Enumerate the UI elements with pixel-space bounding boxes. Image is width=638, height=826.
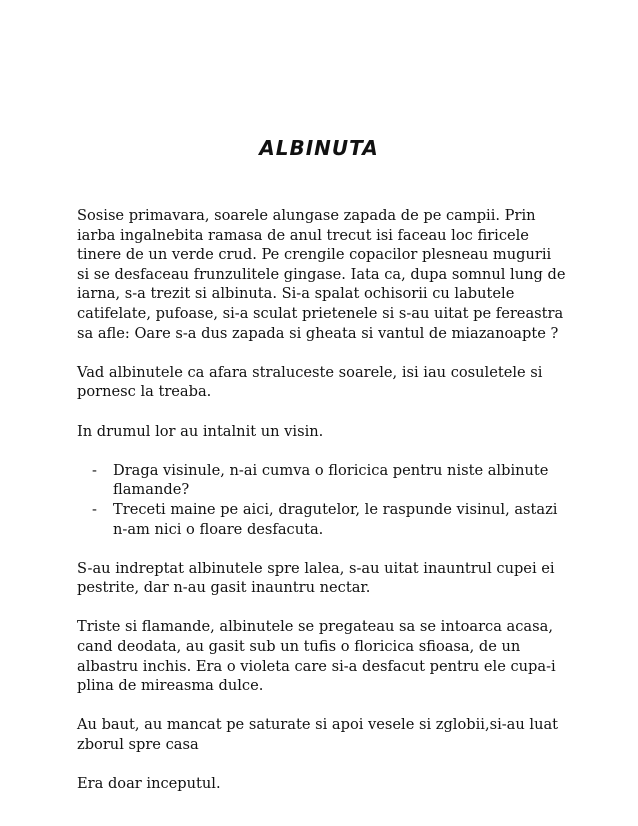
paragraph-violet: Triste si flamande, albinutele se pregateau sa se intoarca acasa, cand deodata, au gasit sub un tufis o floricica sfioasa, de un albastru inchis. Era o violeta care si-a desfacut pentru ele cupa-i plina de mireasma dulce. xyxy=(77,618,556,695)
paragraph-tulip: S-au indreptat albinutele spre lalea, s-au uitat inauntrul cupei ei pestrite, dar n-au gasit inauntru nectar. xyxy=(77,559,555,597)
page-title: ALBINUTA xyxy=(259,136,379,160)
paragraph-home: Au baut, au mancat pe saturate si apoi vesele si zglobii,si-au luat zborul spre casa xyxy=(77,716,559,754)
dialogue-list xyxy=(77,461,567,539)
paragraph-ending: Era doar inceputul. xyxy=(77,775,221,793)
story-body xyxy=(77,206,567,813)
dialogue-line xyxy=(77,461,567,500)
paragraph-intro: Sosise primavara, soarele alungase zapada de pe campii. Prin iarba ingalnebita ramasa de anul trecut isi faceau loc firicele tinere de un verde crud. Pe crengile copacilor plesneau mugurii si se desfaceau frunzulitele gingase. Iata ca, dupa somnul lung de iarna, s-a trezit si albinuta. Si-a spalat ochisorii cu labutele catifelate, pufoase, si-a sculat prietenele si s-au uitat pe fereastra sa afle: Oare s-a dus zapada si gheata si vantul de miazanoapte ? xyxy=(77,207,566,342)
dialogue-text: Treceti maine pe aici, dragutelor, le raspunde visinul, astazi n-am nici o floare desfacuta. xyxy=(113,500,558,538)
dialogue-dash: - xyxy=(92,500,97,518)
paragraph-sun: Vad albinutele ca afara straluceste soarele, isi iau cosuletele si pornesc la treaba. xyxy=(77,363,543,401)
dialogue-dash: - xyxy=(92,461,97,479)
paragraph-cherry-tree: In drumul lor au intalnit un visin. xyxy=(77,422,324,440)
dialogue-text: Draga visinule, n-ai cumva o floricica pentru niste albinute flamande? xyxy=(113,461,549,499)
dialogue-line xyxy=(77,500,567,539)
